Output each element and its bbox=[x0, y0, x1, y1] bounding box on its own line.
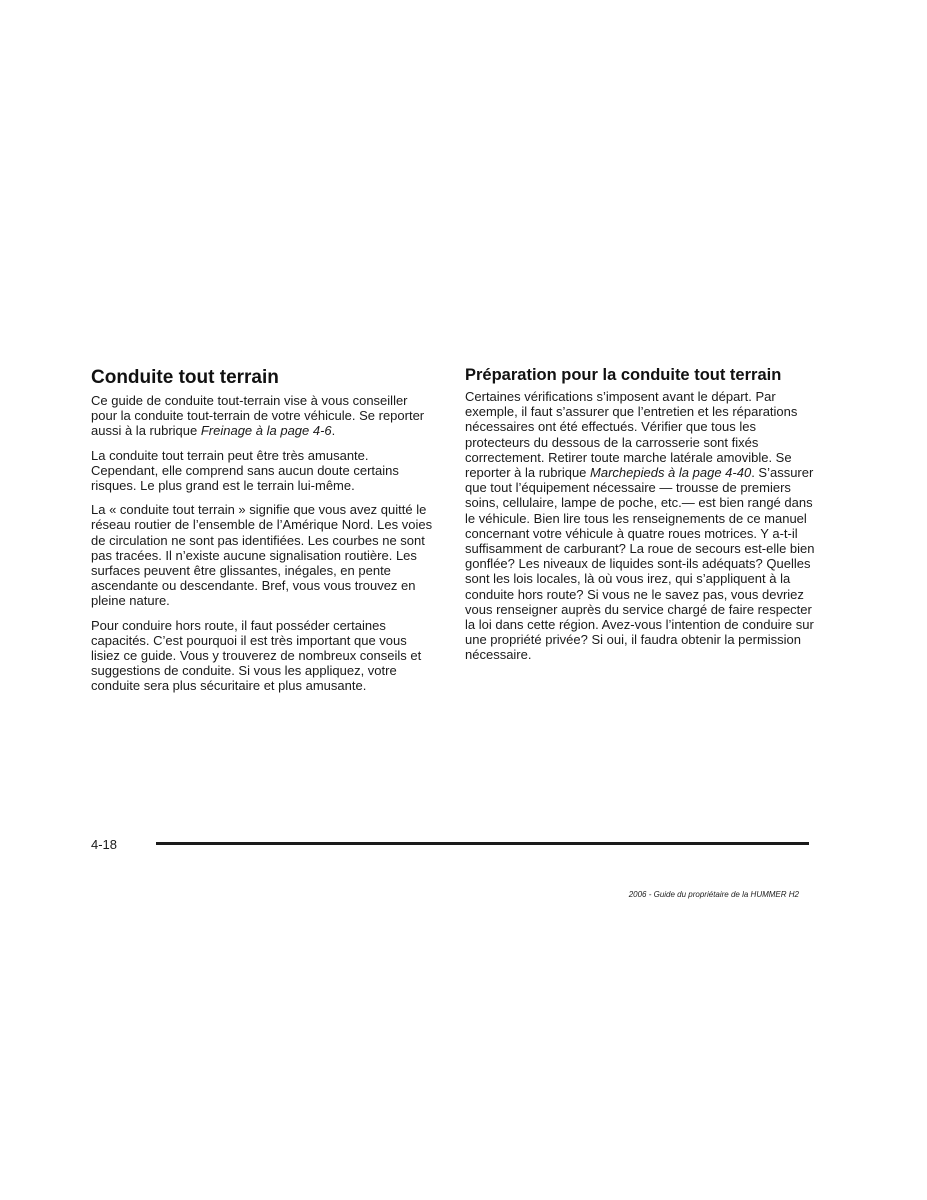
paragraph-intro bbox=[91, 393, 436, 439]
cross-reference-running-boards: Marchepieds à la page 4-40 bbox=[590, 465, 752, 481]
paragraph-intro-end: . bbox=[331, 423, 336, 439]
left-column bbox=[91, 367, 436, 703]
page-divider-rule bbox=[156, 842, 809, 845]
page-number: 4-18 bbox=[91, 837, 118, 852]
paragraph-preparation-text: Certaines vérifications s’imposent avant le départ. Par exemple, il faut s’assurer que l’entretien et les réparations nécessaires ont été effectués. Vérifier que tous les protecteurs du dessous de la carrosserie sont fixés correctement. Retirer toute marche latérale amovible. Se reporter à la rubrique bbox=[465, 389, 798, 481]
cross-reference-braking: Freinage à la page 4-6 bbox=[200, 423, 332, 439]
section-heading-off-road-driving: Conduite tout terrain bbox=[91, 367, 279, 388]
paragraph-skills: Pour conduire hors route, il faut posséder certaines capacités. C’est pourquoi il est très important que vous lisiez ce guide. Vous y trouverez de nombreux conseils et suggestions de conduite. Si vous les appliquez, votre conduite sera plus sécuritaire et plus amusante. bbox=[91, 617, 422, 694]
section-heading-preparation: Préparation pour la conduite tout terrain bbox=[465, 366, 782, 384]
paragraph-fun-risks: La conduite tout terrain peut être très amusante. Cependant, elle comprend sans aucun doute certains risques. Le plus grand est le terrain lui-même. bbox=[91, 447, 399, 494]
right-column bbox=[465, 367, 815, 672]
paragraph-preparation bbox=[465, 389, 815, 663]
paragraph-definition: La « conduite tout terrain » signifie que vous avez quitté le réseau routier de l’ensemble de l’Amérique Nord. Les voies de circulation ne sont pas identifiées. Les courbes ne sont pas tracées. Il n’existe aucune signalisation routière. Les surfaces peuvent être glissantes, inégales, en pente ascendante ou descendante. Bref, vous vous trouvez en pleine nature. bbox=[91, 502, 433, 609]
paragraph-intro-text: Ce guide de conduite tout-terrain vise à vous conseiller pour la conduite tout-terrain de votre véhicule. Se reporter aussi à la rubrique bbox=[91, 393, 425, 439]
paragraph-preparation-end: . S’assurer que tout l’équipement nécessaire — trousse de premiers soins, cellulaire, lampe de poche, etc.— est bien rangé dans le véhicule. Bien lire tous les renseignements de ce manuel concernant votre véhicule à quatre roues motrices. Y a-t-il suffisamment de carburant? La roue de secours est-elle bien gonflée? Les niveaux de liquides sont-ils adéquats? Quelles sont les lois locales, là où vous irez, qui s’appliquent à la conduite hors route? Si vous ne le savez pas, vous devriez vous renseigner auprès du service chargé de faire respecter la loi dans cette région. Avez-vous l’intention de conduire sur une propriété privée? Si oui, il faudra obtenir la permission nécessaire. bbox=[465, 465, 815, 663]
footer-text: 2006 - Guide du propriétaire de la HUMMER H2 bbox=[628, 890, 799, 899]
